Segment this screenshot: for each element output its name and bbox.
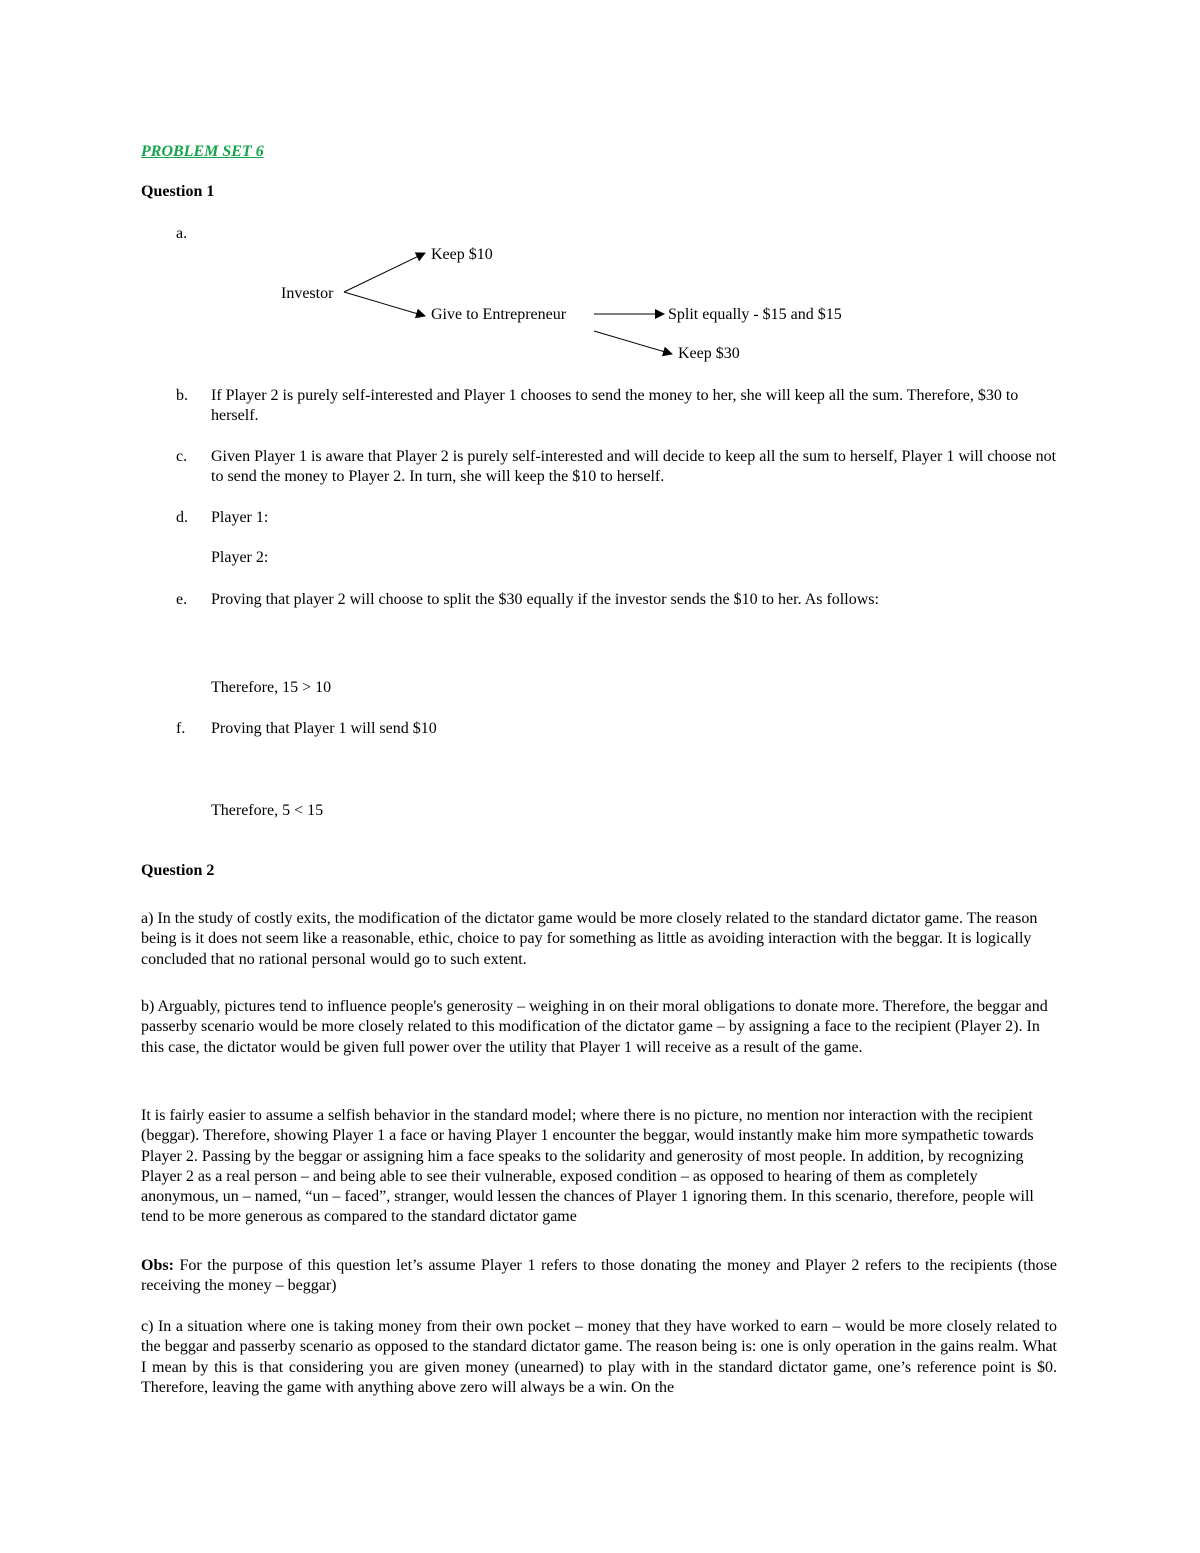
q2-obs-note [141,1256,1057,1297]
obs-text: For the purpose of this question let’s assume Player 1 refers to those donating the money and Player 2 refers to the recipients (those receiving the money – beggar) [141,1257,1057,1295]
q2-part-c: c) In a situation where one is taking money from their own pocket – money that they have worked to earn – would be more closely related to the beggar and passerby scenario as opposed to the standard dictator game. The reason being is: one is only operation in the gains realm. What I mean by this is that considering you are given money (unearned) to play with in the standard dictator game, one’s reference point is $0. Therefore, leaving the game with anything above zero will always be a win. On the [141,1318,1057,1396]
item-f-therefore: Therefore, 5 < 15 [211,802,324,819]
node-keep-10: Keep $10 [431,246,493,263]
item-e-text: Proving that player 2 will choose to split the $30 equally if the investor sends the $10 to her. As follows: [211,591,879,608]
item-e-therefore: Therefore, 15 > 10 [211,679,332,696]
item-d-player1: Player 1: [211,509,269,526]
item-c-marker: c. [176,448,188,465]
q2-part-b: b) Arguably, pictures tend to influence people's generosity – weighing in on their moral obligations to donate more. Therefore, the beggar and passerby scenario would be more closely related to this modification of the dictator game – by assigning a face to the recipient (Player 2). In this case, the dictator would be given full power over the utility that Player 1 will receive as a result of the game. [141,998,1048,1056]
item-b-text: If Player 2 is purely self-interested and Player 1 chooses to send the money to her, she will keep all the sum. Therefore, $30 to herself. [211,387,1019,425]
node-give-entrepreneur: Give to Entrepreneur [431,306,567,323]
item-d-player2: Player 2: [211,549,269,566]
question-1-heading: Question 1 [141,183,215,200]
game-tree-diagram [0,0,1200,380]
question-2-heading: Question 2 [141,862,215,879]
item-c-text: Given Player 1 is aware that Player 2 is purely self-interested and will decide to keep all the sum to herself, Player 1 will choose not to send the money to Player 2. In turn, she will keep the $10 to herself. [211,448,1057,486]
q2-part-a: a) In the study of costly exits, the modification of the dictator game would be more closely related to the standard dictator game. The reason being is it does not seem like a reasonable, ethic, choice to pay for something as little as avoiding interaction with the beggar. It is logically concluded that no rational personal would go to such extent. [141,910,1038,968]
edge-investor-keep [344,253,425,292]
node-investor: Investor [281,285,334,302]
node-keep-30: Keep $30 [678,345,740,362]
item-a-marker: a. [176,225,188,242]
item-b-marker: b. [176,387,188,404]
edge-investor-give [344,292,425,316]
edge-give-keep30 [594,331,672,354]
node-split-equally: Split equally - $15 and $15 [668,306,842,323]
obs-label: Obs: [141,1257,174,1274]
q2-paragraph-3: It is fairly easier to assume a selfish behavior in the standard model; where there is no picture, no mention nor interaction with the recipient (beggar). Therefore, showing Player 1 a face or having Player 1 encounter the beggar, would instantly make him more sympathetic towards Player 2. Passing by the beggar or assigning him a face speaks to the solidarity and generosity of most people. In addition, by recognizing Player 2 as a real person – and being able to see their vulnerable, exposed condition – as opposed to hearing of them as completely anonymous, un – named, “un – faced”, stranger, would lessen the chances of Player 1 ignoring them. In this scenario, therefore, people will tend to be more generous as compared to the standard dictator game [141,1107,1034,1226]
item-f-marker: f. [176,720,186,737]
item-d-marker: d. [176,509,188,526]
page-title: PROBLEM SET 6 [141,143,264,160]
item-e-marker: e. [176,591,188,608]
item-f-text: Proving that Player 1 will send $10 [211,720,437,737]
